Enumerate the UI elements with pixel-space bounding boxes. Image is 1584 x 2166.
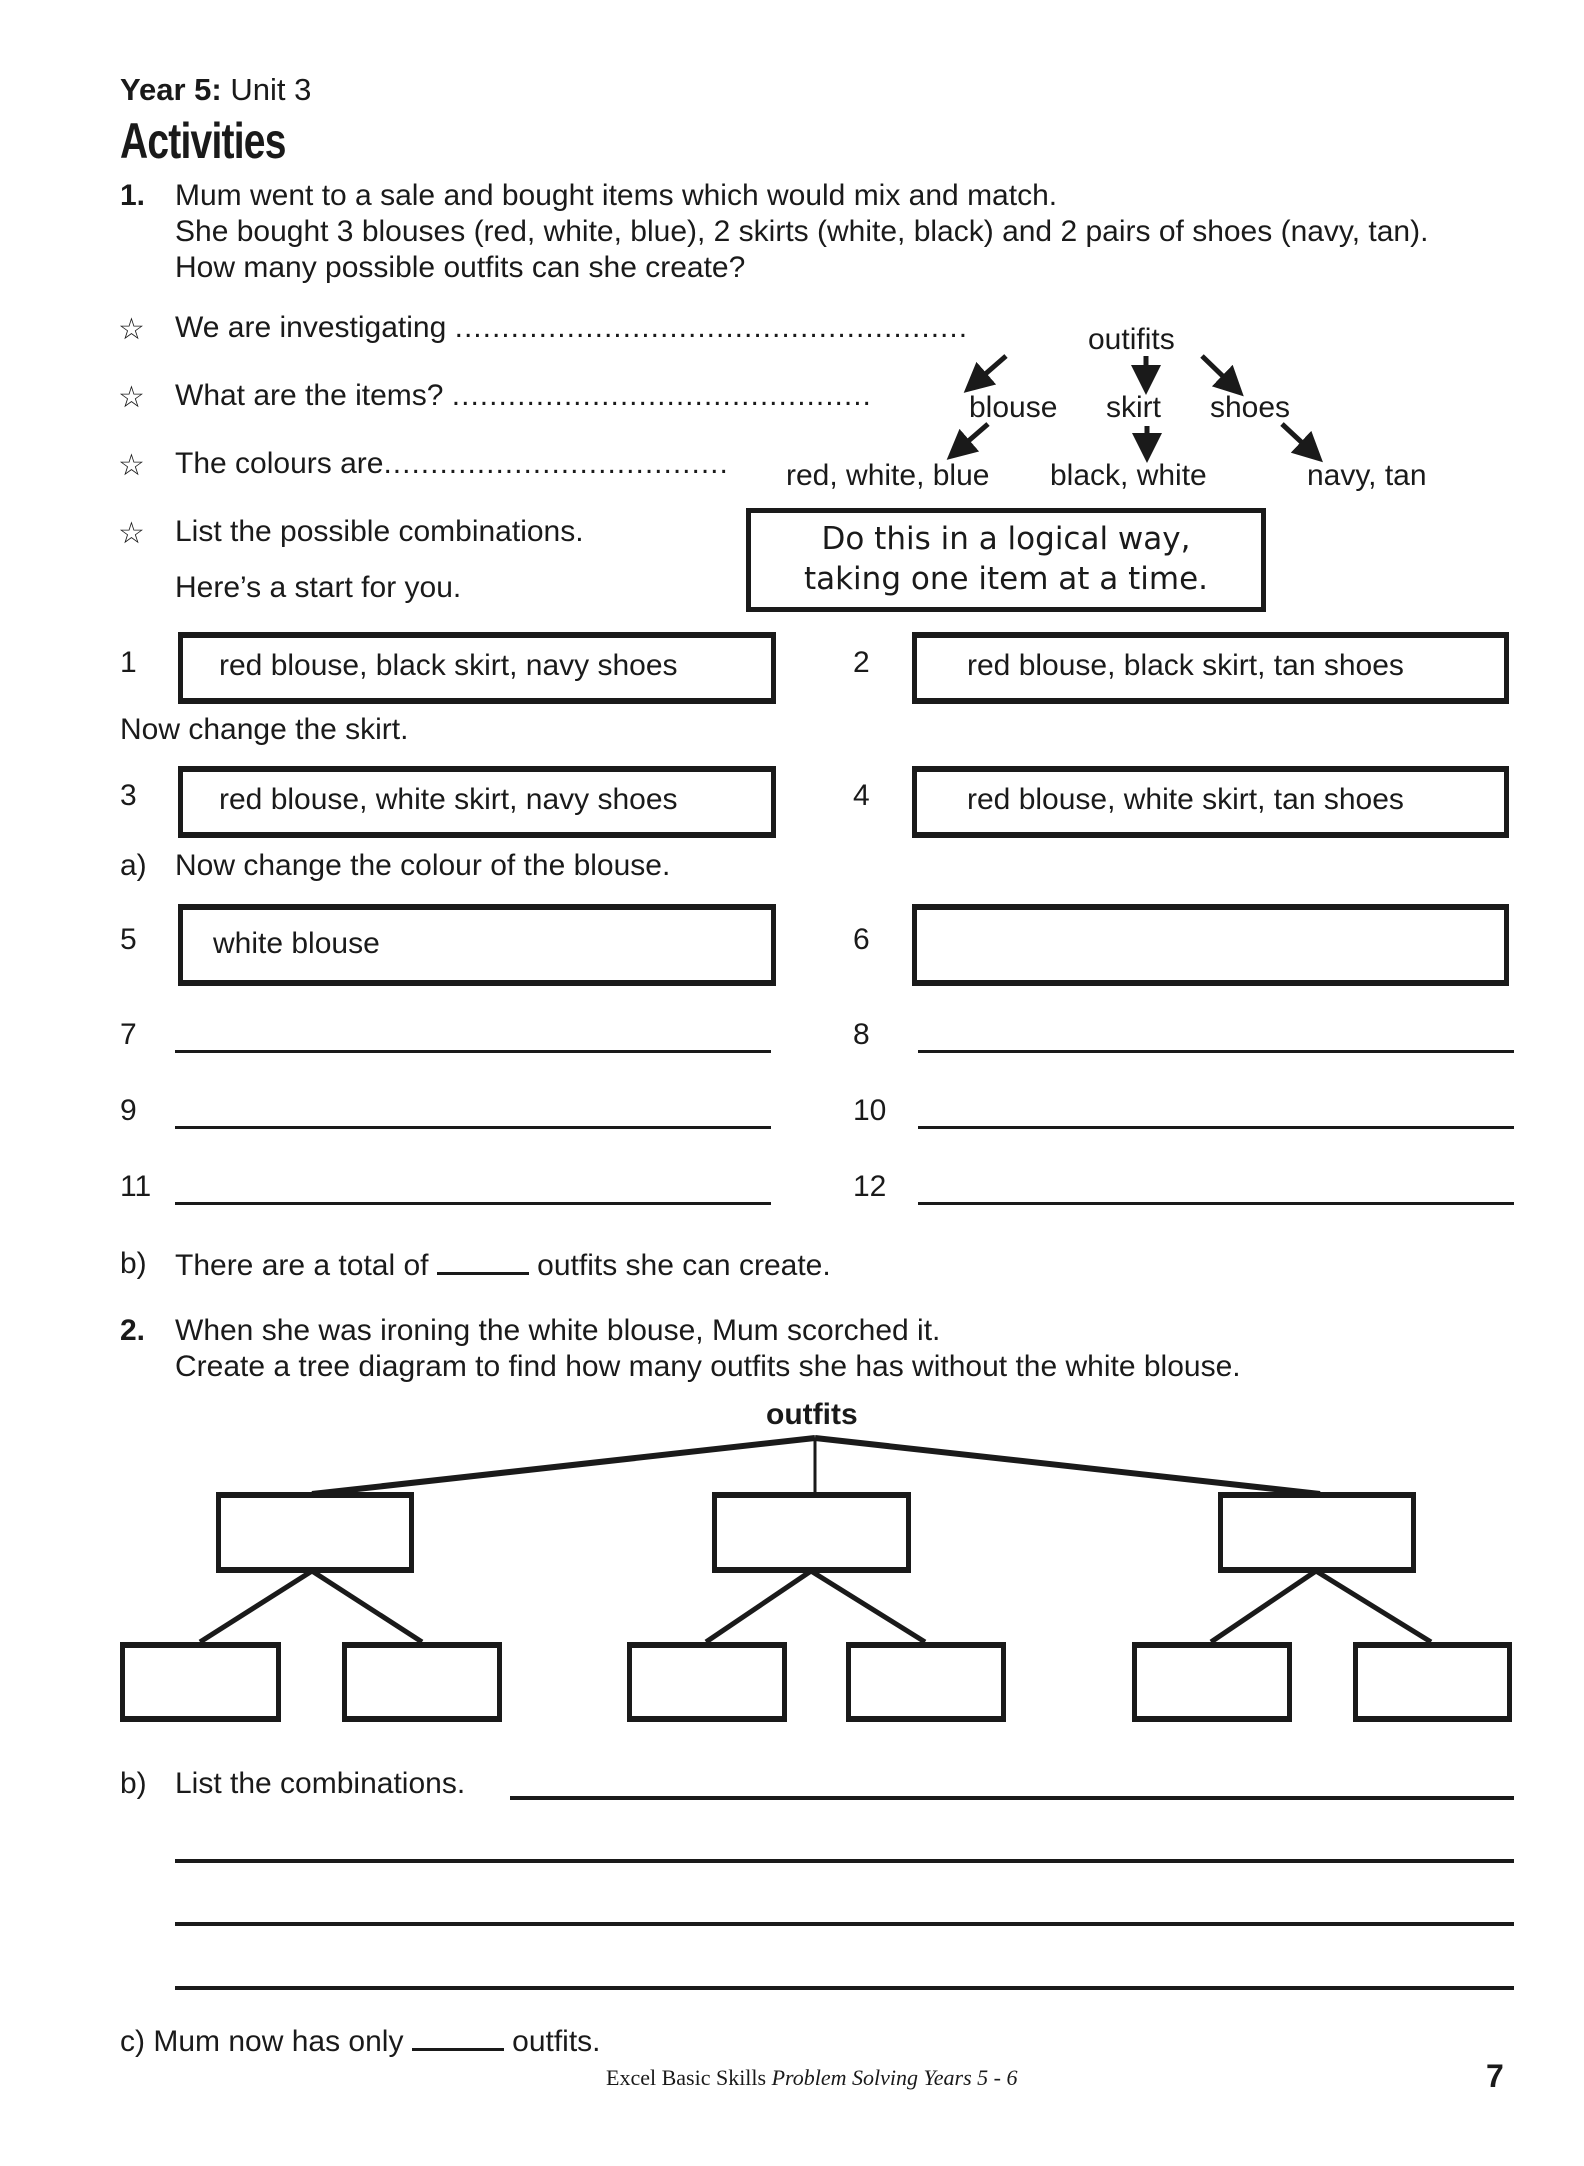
year-label: Year 5: — [120, 72, 222, 107]
bullet-text: What are the items? — [175, 379, 444, 412]
tree-level1-box[interactable] — [1218, 1492, 1416, 1573]
tree-leaf-box[interactable] — [846, 1642, 1006, 1722]
combination-number: 11 — [120, 1170, 152, 1203]
combination-number: 1 — [120, 646, 137, 679]
mini-tree-item-blouse: blouse — [969, 391, 1058, 424]
combination-answer-line[interactable] — [175, 1986, 1514, 1990]
mini-tree-root: outifits — [1088, 323, 1175, 356]
combination-number: 8 — [853, 1018, 870, 1051]
bullet-list-combinations: List the possible combinations. — [175, 515, 584, 548]
hint-line-2: taking one item at a time. — [803, 561, 1209, 597]
part-b-text — [175, 1246, 831, 1284]
combination-number: 5 — [120, 923, 137, 956]
unit-label: Unit 3 — [230, 72, 312, 107]
answer-line-8[interactable] — [918, 1050, 1514, 1053]
answer-line-7[interactable] — [175, 1050, 771, 1053]
combination-text: red blouse, black skirt, tan shoes — [967, 649, 1404, 682]
combination-number: 6 — [853, 923, 870, 956]
footer-series: Problem Solving Years 5 - 6 — [771, 2065, 1018, 2090]
q2-part-b-text: List the combinations. — [175, 1767, 466, 1800]
combination-box-4[interactable] — [912, 766, 1509, 838]
tree-leaf-box[interactable] — [1353, 1642, 1512, 1722]
arrow-icon — [958, 424, 988, 450]
question-2-line-2: Create a tree diagram to find how many outfits she has without the white blouse. — [175, 1350, 1241, 1383]
question-1-line-2: She bought 3 blouses (red, white, blue), 2 skirts (white, black) and 2 pairs of shoes (navy, tan). — [175, 215, 1429, 248]
combination-number: 10 — [853, 1094, 887, 1127]
tree-level1-box[interactable] — [712, 1492, 911, 1573]
answer-dots[interactable]: ............................................. — [451, 379, 872, 412]
remaining-outfits-blank[interactable] — [412, 2022, 504, 2051]
tree-leaf-box[interactable] — [1132, 1642, 1292, 1722]
combination-box-1[interactable] — [178, 632, 776, 704]
start-note: Here’s a start for you. — [175, 571, 462, 604]
combination-text: red blouse, black skirt, navy shoes — [219, 649, 678, 682]
combination-number: 12 — [853, 1170, 887, 1203]
mini-tree-arrows — [958, 356, 1312, 452]
question-2-line-1: When she was ironing the white blouse, Mum scorched it. — [175, 1314, 941, 1347]
question-1-number: 1. — [120, 179, 146, 212]
combination-answer-line[interactable] — [175, 1922, 1514, 1926]
question-1-line-3: How many possible outfits can she create? — [175, 251, 746, 284]
q2-part-c-label: c) — [120, 2025, 145, 2058]
q2-part-c-text-before: Mum now has only — [153, 2025, 404, 2058]
star-icon: ☆ — [118, 516, 145, 551]
tree-leaf-box[interactable] — [342, 1642, 502, 1722]
part-a-text: Now change the colour of the blouse. — [175, 849, 671, 882]
question-1-line-1: Mum went to a sale and bought items which would mix and match. — [175, 179, 1058, 212]
combination-box-5[interactable] — [178, 904, 776, 986]
tree-level1-box[interactable] — [216, 1492, 414, 1573]
footer-book: Excel Basic Skills — [606, 2065, 767, 2090]
arrow-icon — [1202, 356, 1233, 386]
combination-number: 7 — [120, 1018, 137, 1051]
answer-line-9[interactable] — [175, 1126, 771, 1129]
star-icon: ☆ — [118, 380, 145, 415]
combination-answer-line[interactable] — [175, 1859, 1514, 1863]
combination-number: 2 — [853, 646, 870, 679]
q2-part-c-text-after: outfits. — [512, 2025, 601, 2058]
mini-tree-colours-shoes: navy, tan — [1307, 459, 1427, 492]
combination-number: 3 — [120, 779, 137, 812]
combination-text: white blouse — [213, 927, 380, 960]
total-outfits-blank[interactable] — [437, 1246, 529, 1275]
hint-box — [746, 508, 1266, 612]
page-number: 7 — [1486, 2058, 1504, 2094]
combination-text: red blouse, white skirt, navy shoes — [219, 783, 678, 816]
mini-tree-colours-skirt: black, white — [1050, 459, 1207, 492]
combination-box-2[interactable] — [912, 632, 1509, 704]
answer-line-10[interactable] — [918, 1126, 1514, 1129]
part-b-label: b) — [120, 1247, 147, 1280]
hint-line-1: Do this in a logical way, — [821, 521, 1191, 557]
combination-answer-line[interactable] — [510, 1796, 1514, 1800]
combination-number: 4 — [853, 779, 870, 812]
part-b-text-before: There are a total of — [175, 1249, 429, 1282]
combination-text: red blouse, white skirt, tan shoes — [967, 783, 1404, 816]
answer-dots[interactable]: ..................................... — [383, 447, 729, 480]
combination-number: 9 — [120, 1094, 137, 1127]
q2-part-b-label: b) — [120, 1767, 147, 1800]
change-skirt-note: Now change the skirt. — [120, 713, 409, 746]
tree-root-label: outfits — [766, 1398, 858, 1431]
part-a-label: a) — [120, 849, 147, 882]
page-title: Activities — [120, 113, 286, 169]
combination-box-6[interactable] — [912, 904, 1509, 986]
tree-leaf-box[interactable] — [120, 1642, 281, 1722]
footer-book-title — [606, 2065, 1017, 2091]
answer-line-11[interactable] — [175, 1202, 771, 1205]
star-icon: ☆ — [118, 448, 145, 483]
mini-tree-item-shoes: shoes — [1210, 391, 1291, 424]
arrow-icon — [975, 356, 1006, 383]
bullet-text: The colours are — [175, 447, 384, 480]
question-2-number: 2. — [120, 1314, 146, 1347]
part-b-text-after: outfits she can create. — [537, 1249, 831, 1282]
arrow-icon — [1282, 424, 1312, 452]
mini-tree-item-skirt: skirt — [1106, 391, 1161, 424]
star-icon: ☆ — [118, 312, 145, 347]
tree-leaf-box[interactable] — [627, 1642, 787, 1722]
mini-tree-colours-blouse: red, white, blue — [786, 459, 990, 492]
combination-box-3[interactable] — [178, 766, 776, 838]
answer-line-12[interactable] — [918, 1202, 1514, 1205]
answer-dots[interactable]: ....................................................... — [454, 311, 969, 344]
q2-part-c — [120, 2022, 601, 2060]
bullet-text: We are investigating — [175, 311, 447, 344]
